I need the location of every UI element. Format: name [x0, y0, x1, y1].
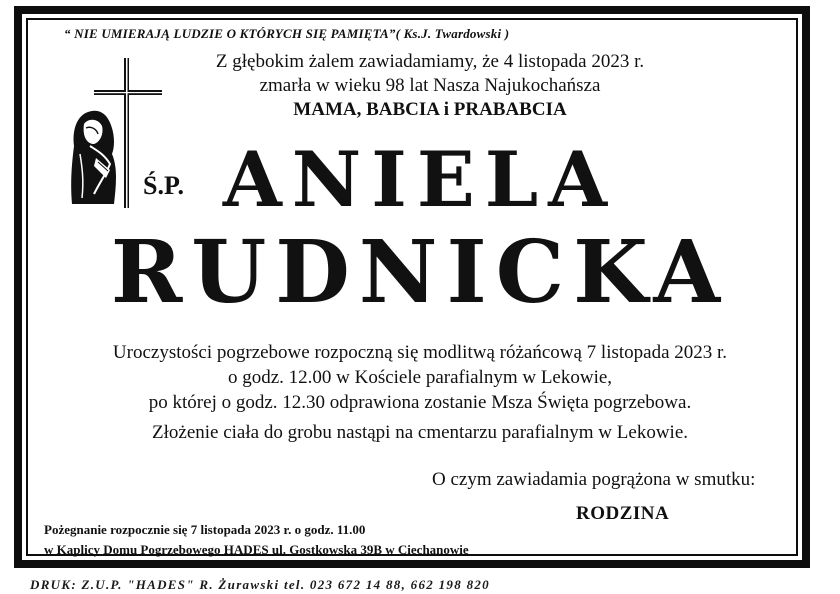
announcement [180, 50, 680, 122]
ceremony-line-1: Uroczystości pogrzebowe rozpoczną się modlitwą różańcową 7 listopada 2023 r. [112, 342, 728, 363]
farewell-line-1: Pożegnanie rozpocznie się 7 listopada 2023 r. o godz. 11.00 [44, 522, 366, 537]
ceremony-line-4: Złożenie ciała do grobu nastąpi na cmentarzu parafialnym w Lekowie. [152, 422, 688, 443]
farewell-details [44, 520, 469, 560]
signature: RODZINA [576, 503, 670, 524]
printer-footer: DRUK: Z.U.P. "HADES" R. Żurawski tel. 023 672 14 88, 662 198 820 [30, 577, 490, 592]
announcement-line-1: Z głębokim żalem zawiadamiamy, że 4 listopada 2023 r. [215, 51, 645, 72]
deceased-first-name: ANIELA [222, 135, 618, 224]
ceremony-line-3: po której o godz. 12.30 odprawiona zostanie Msza Święta pogrzebowa. [148, 392, 692, 413]
notice-text: O czym zawiadamia pogrążona w smutku: [432, 469, 756, 490]
relation-title: MAMA, BABCIA i PRABABCIA [293, 99, 567, 120]
prefix-label: Ś.P. [143, 171, 184, 200]
ceremony-details [40, 340, 800, 445]
motto: “ NIE UMIERAJĄ LUDZIE O KTÓRYCH SIĘ PAMIĘTA”( Ks.J. Twardowski ) [64, 26, 510, 41]
farewell-line-2: w Kaplicy Domu Pogrzebowego HADES ul. Gostkowska 39B w Ciechanowie [44, 542, 469, 557]
ceremony-line-2: o godz. 12.00 w Kościele parafialnym w Lekowie, [227, 367, 613, 388]
deceased-last-name: RUDNICKA [110, 222, 730, 323]
announcement-line-2: zmarła w wieku 98 lat Nasza Najukochańsza [259, 75, 601, 96]
